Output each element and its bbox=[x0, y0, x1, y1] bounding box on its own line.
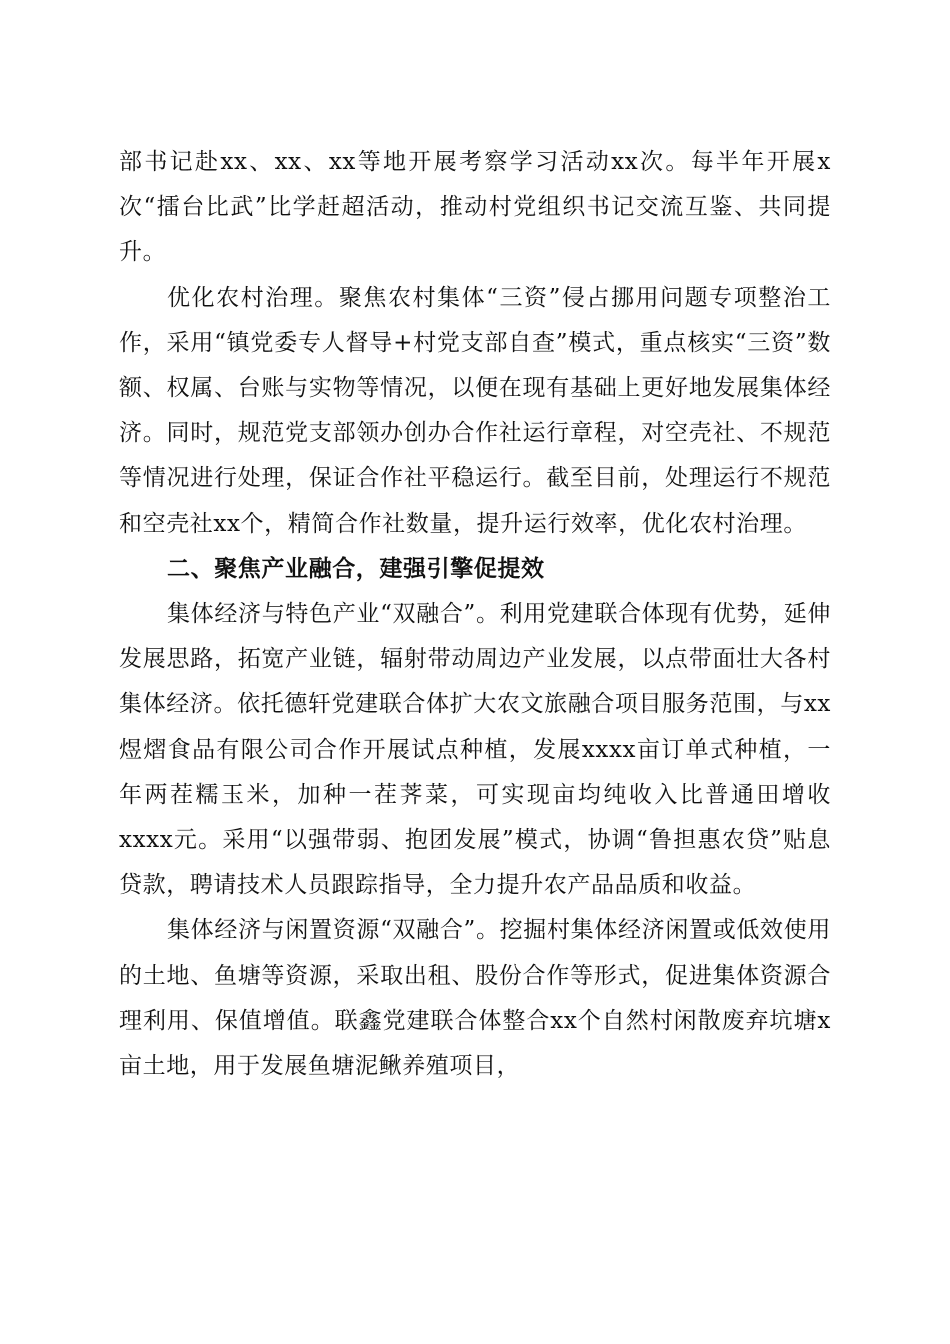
section-heading-industry-integration: 二、聚焦产业融合，建强引擎促提效 bbox=[167, 555, 545, 582]
document-body bbox=[119, 140, 831, 1089]
paragraph-idle-resources: 集体经济与闲置资源“双融合”。挖掘村集体经济闲置或低效使用的土地、鱼塘等资源，采取出租、股份合作等形式，促进集体资源合理利用、保值增值。联鑫党建联合体整合xx个自然村闲散废弃坑塘x亩土地，用于发展鱼塘泥鳅养殖项目， bbox=[119, 917, 831, 1080]
paragraph-specialty-industry: 集体经济与特色产业“双融合”。利用党建联合体现有优势，延伸发展思路，拓宽产业链，辐射带动周边产业发展，以点带面壮大各村集体经济。依托德轩党建联合体扩大农文旅融合项目服务范围，与xx煜熠食品有限公司合作开展试点种植，发展xxxx亩订单式种植，一年两茬糯玉米，加种一茬荠菜，可实现亩均纯收入比普通田增收xxxx元。采用“以强带弱、抱团发展”模式，协调“鲁担惠农贷”贴息贷款，聘请技术人员跟踪指导，全力提升农产品品质和收益。 bbox=[119, 601, 831, 899]
paragraph-continuation: 部书记赴xx、xx、xx等地开展考察学习活动xx次。每半年开展x次“擂台比武”比学赶超活动，推动村党组织书记交流互鉴、共同提升。 bbox=[119, 149, 831, 266]
paragraph-rural-governance: 优化农村治理。聚焦农村集体“三资”侵占挪用问题专项整治工作，采用“镇党委专人督导+村党支部自查”模式，重点核实“三资”数额、权属、台账与实物等情况，以便在现有基础上更好地发展集体经济。同时，规范党支部领办创办合作社运行章程，对空壳社、不规范等情况进行处理，保证合作社平稳运行。截至目前，处理运行不规范和空壳社xx个，精简合作社数量，提升运行效率，优化农村治理。 bbox=[119, 284, 831, 537]
